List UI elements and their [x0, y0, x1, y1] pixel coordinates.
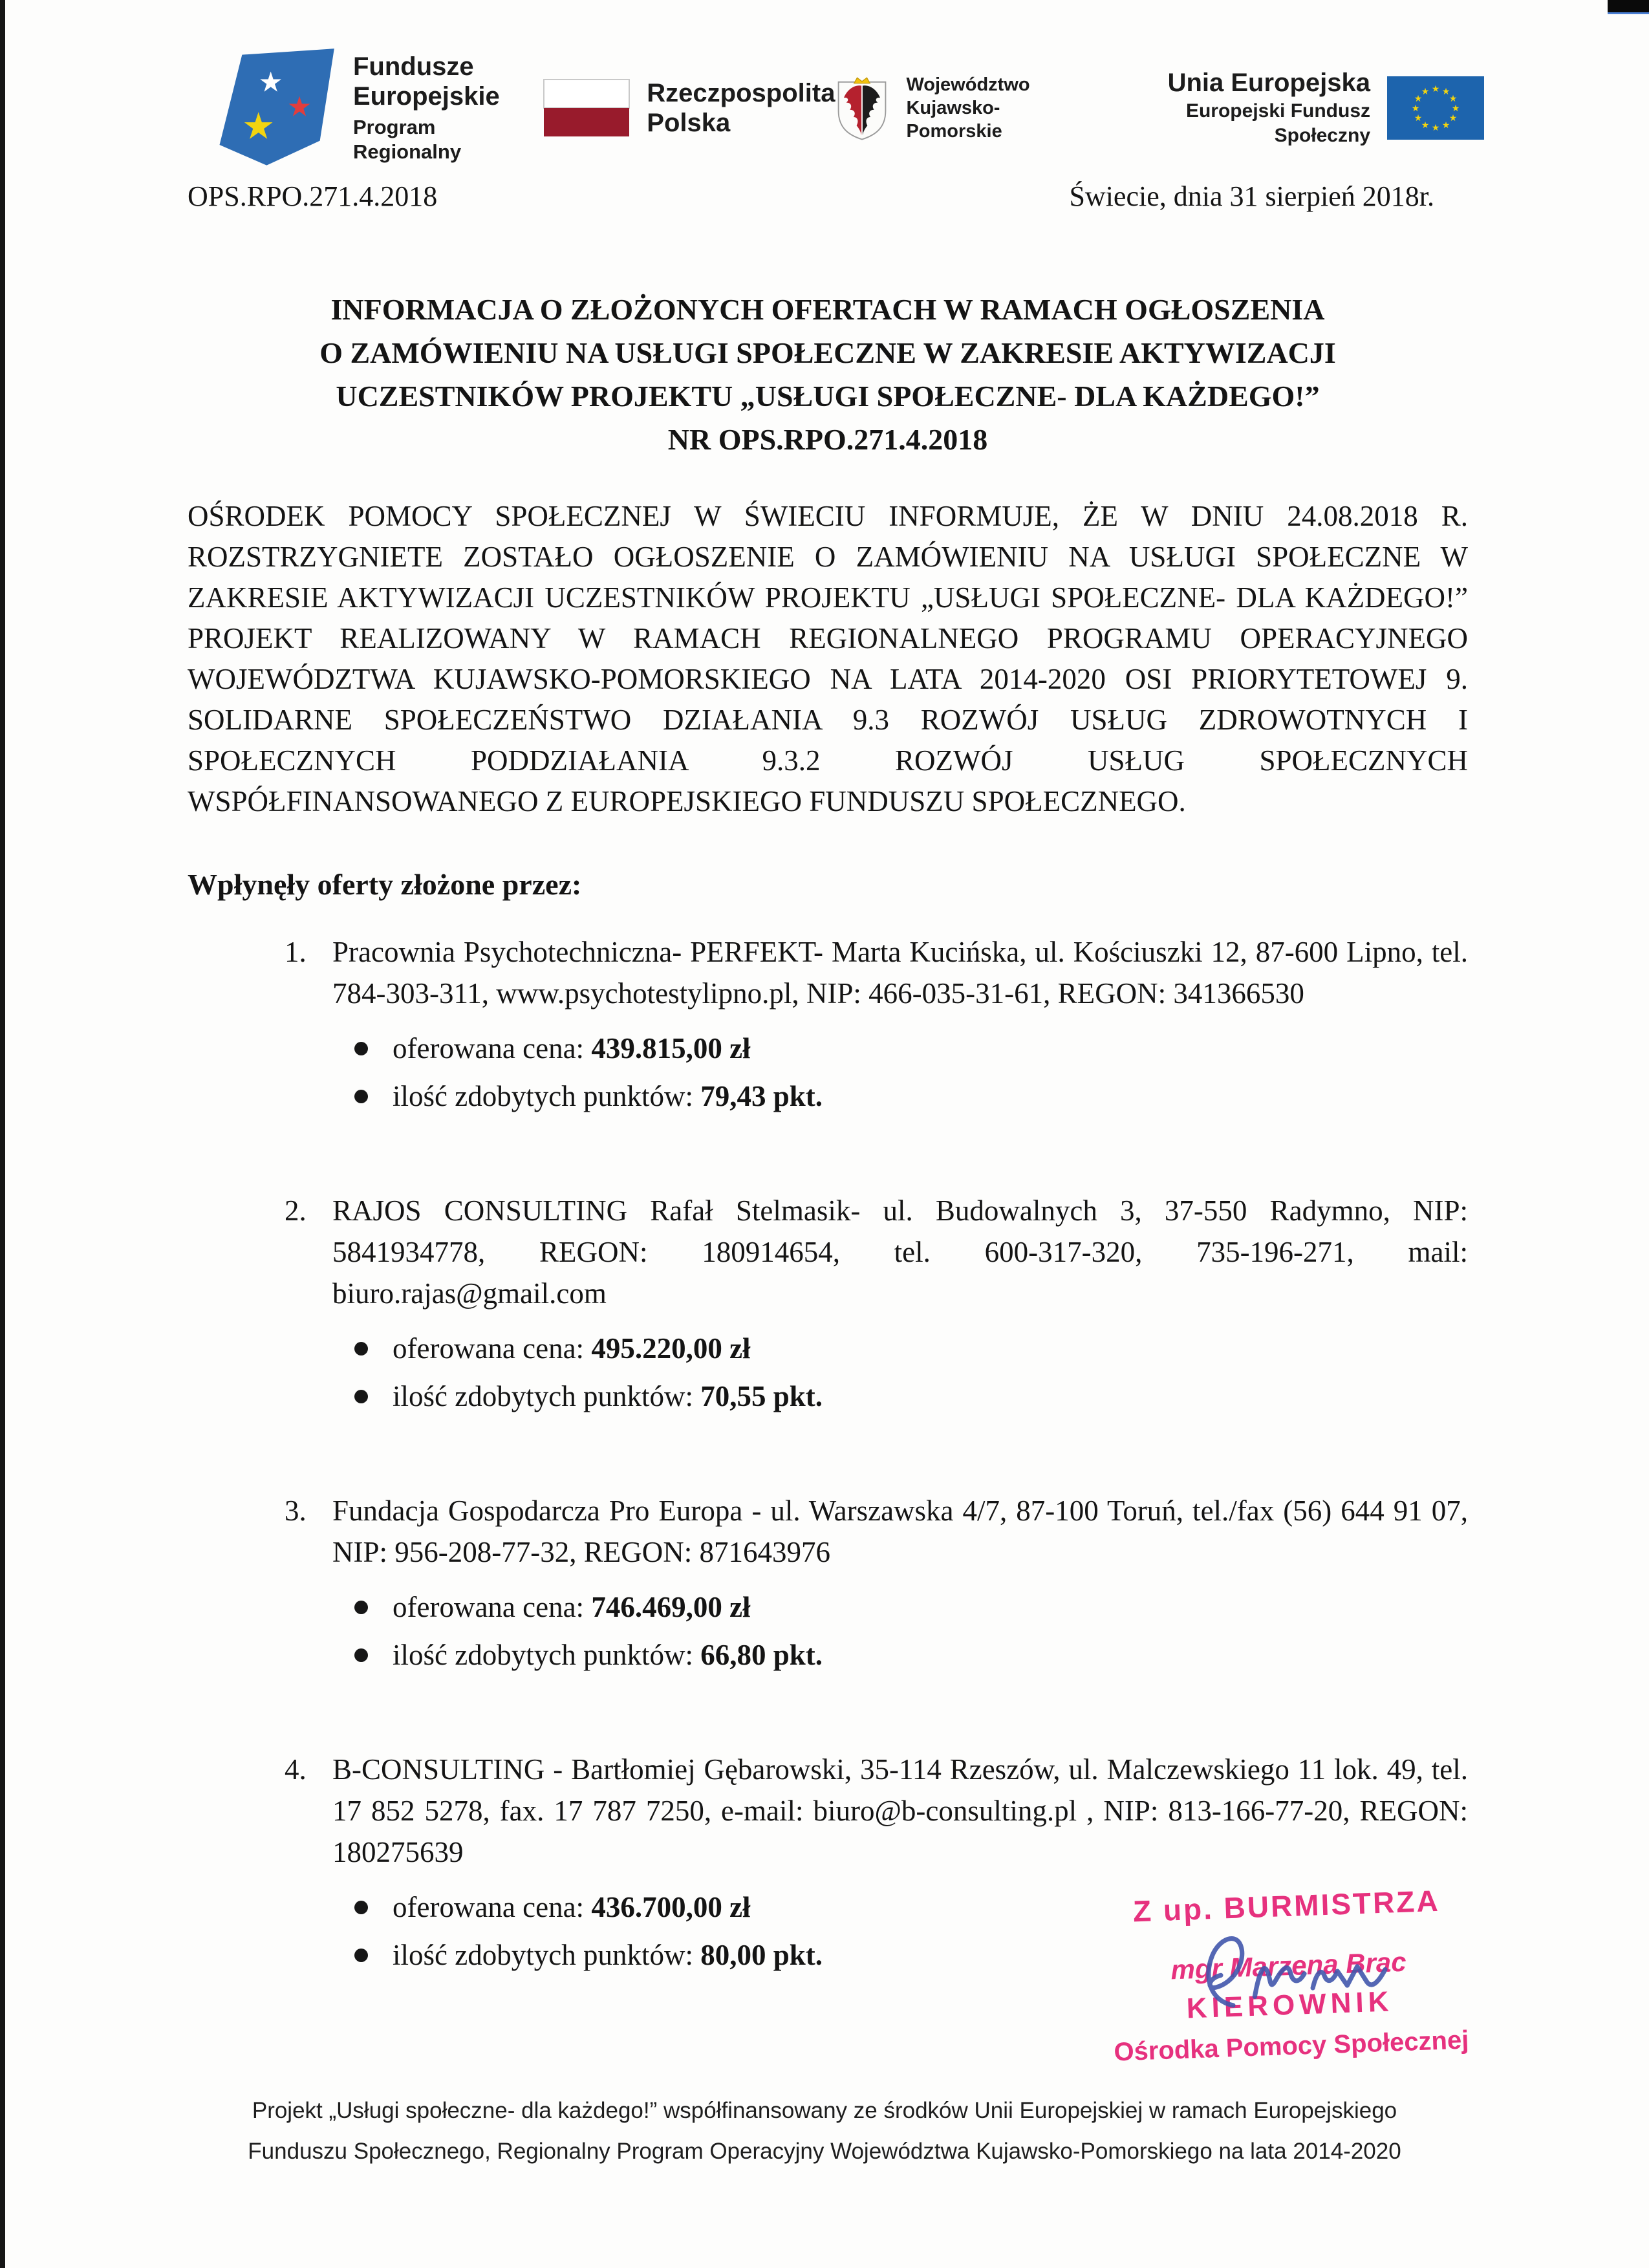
bullet-dot-icon [354, 1648, 368, 1662]
svg-text:★: ★ [1441, 87, 1450, 97]
stamp-organization: Ośrodka Pomocy Społecznej [1113, 2025, 1469, 2067]
svg-text:★: ★ [1421, 87, 1430, 97]
points-value: 66,80 pkt. [700, 1639, 823, 1671]
svg-text:★: ★ [1449, 94, 1458, 104]
points-label: ilość zdobytych punktów: [393, 1939, 693, 1971]
bullet-dot-icon [354, 1042, 368, 1055]
offer-points-bullet [354, 1377, 1468, 1415]
bullet-dot-icon [354, 1342, 368, 1355]
bullet-dot-icon [354, 1949, 368, 1962]
price-value: 439.815,00 zł [591, 1032, 751, 1064]
offer-number: 2. [285, 1194, 307, 1227]
svg-text:★: ★ [1449, 113, 1458, 124]
poland-logo [543, 78, 835, 138]
eu-title: Unia Europejska [1167, 69, 1370, 97]
price-label: oferowana cena: [393, 1891, 585, 1923]
eu-funds-flag-icon [213, 47, 336, 169]
svg-text:★: ★ [1414, 94, 1423, 104]
handwritten-signature-icon [1167, 1905, 1436, 2031]
scan-artifact-left-edge [0, 0, 5, 2268]
offer-points-bullet [354, 1636, 1468, 1674]
title-line-3: UCZESTNIKÓW PROJEKTU „USŁUGI SPOŁECZNE- DLA KAŻDEGO!” [336, 380, 1320, 413]
reference-number: OPS.RPO.271.4.2018 [188, 180, 438, 212]
offer-points-bullet [354, 1077, 1468, 1115]
price-label: oferowana cena: [393, 1591, 585, 1623]
price-label: oferowana cena: [393, 1332, 585, 1365]
eu-funds-title-line2: Europejskie [353, 82, 500, 111]
reference-row [188, 180, 1468, 213]
document-title [188, 288, 1468, 461]
offer-item-2 [285, 1190, 1468, 1415]
voivodeship-title-line1: Województwo [906, 74, 1030, 95]
svg-text:★: ★ [1414, 113, 1423, 124]
eu-subtitle: Europejski Fundusz Społeczny [1185, 100, 1370, 146]
title-line-2: O ZAMÓWIENIU NA USŁUGI SPOŁECZNE W ZAKRESIE AKTYWIZACJI [319, 336, 1336, 369]
price-value: 436.700,00 zł [591, 1891, 751, 1923]
poland-title-line2: Polska [647, 109, 731, 137]
eu-logo [1092, 68, 1484, 148]
bullet-dot-icon [354, 1601, 368, 1614]
svg-text:★: ★ [1411, 103, 1420, 114]
points-label: ilość zdobytych punktów: [393, 1639, 693, 1671]
voivodeship-logo [835, 73, 1091, 143]
eu-flag-icon [1387, 76, 1484, 140]
offer-number: 1. [285, 936, 307, 968]
eu-funds-title-line1: Fundusze [353, 52, 474, 81]
offer-number: 4. [285, 1753, 307, 1786]
poland-title-line1: Rzeczpospolita [647, 79, 835, 107]
title-line-1: INFORMACJA O ZŁOŻONYCH OFERTACH W RAMACH OGŁOSZENIA [330, 293, 1325, 326]
points-label: ilość zdobytych punktów: [393, 1380, 693, 1412]
svg-text:★: ★ [242, 105, 275, 148]
svg-text:★: ★ [1431, 84, 1440, 94]
offer-price-bullet [354, 1330, 1468, 1367]
points-value: 79,43 pkt. [700, 1080, 823, 1112]
stamp-authority-line: Z up. BURMISTRZA [1132, 1883, 1441, 1928]
header-logos [213, 40, 1484, 176]
document-body [188, 180, 1468, 2049]
svg-text:★: ★ [1421, 120, 1430, 131]
svg-text:★: ★ [258, 66, 283, 99]
announcement-paragraph: OŚRODEK POMOCY SPOŁECZNEJ W ŚWIECIU INFORMUJE, ŻE W DNIU 24.08.2018 R. ROZSTRZYGNIETE ZOSTAŁO OGŁOSZENIE O ZAMÓWIENIU NA USŁUGI SPOŁECZNE W ZAKRESIE AKTYWIZACJI UCZESTNIKÓW PROJEKTU „USŁUGI SPOŁECZNE- DLA KAŻDEGO!” PROJEKT REALIZOWANY W RAMACH REGIONALNEGO PROGRAMU OPERACYJNEGO WOJEWÓDZTWA KUJAWSKO-POMORSKIEGO NA LATA 2014-2020 OSI PRIORYTETOWEJ 9. SOLIDARNE SPOŁECZEŃSTWO DZIAŁANIA 9.3 ROZWÓJ USŁUG ZDROWOTNYCH I SPOŁECZNYCH PODDZIAŁANIA 9.3.2 ROZWÓJ USŁUG SPOŁECZNYCH WSPÓŁFINANSOWANEGO Z EUROPEJSKIEGO FUNDUSZU SPOŁECZNEGO. [188, 500, 1468, 817]
place-and-date: Świecie, dnia 31 sierpień 2018r. [1069, 180, 1434, 212]
svg-text:★: ★ [1431, 123, 1440, 133]
points-value: 70,55 pkt. [700, 1380, 823, 1412]
bullet-dot-icon [354, 1901, 368, 1914]
svg-text:★: ★ [1441, 120, 1450, 131]
poland-flag-icon [543, 79, 630, 137]
offer-description: Pracownia Psychotechniczna- PERFEKT- Marta Kucińska, ul. Kościuszki 12, 87-600 Lipno, tel. 784-303-311, www.psychotestylipno.pl, NIP: 466-035-31-61, REGON: 341366530 [332, 936, 1468, 1010]
voivodeship-title-line2: Kujawsko-Pomorskie [906, 98, 1002, 142]
price-value: 495.220,00 zł [591, 1332, 751, 1365]
offer-description: Fundacja Gospodarcza Pro Europa - ul. Warszawska 4/7, 87-100 Toruń, tel./fax (56) 644 91 07, NIP: 956-208-77-32, REGON: 871643976 [332, 1495, 1468, 1568]
price-value: 746.469,00 zł [591, 1591, 751, 1623]
points-value: 80,00 pkt. [700, 1939, 823, 1971]
offer-item-1 [285, 931, 1468, 1115]
points-label: ilość zdobytych punktów: [393, 1080, 693, 1112]
stamp-signer-title: KIEROWNIK [1186, 1985, 1394, 2025]
kujawsko-pomorskie-coat-of-arms-icon [835, 74, 889, 142]
scan-artifact-top-right [1608, 0, 1649, 14]
offer-price-bullet [354, 1588, 1468, 1626]
offers-heading: Wpłynęły oferty złożone przez: [188, 868, 582, 901]
offer-price-bullet [354, 1030, 1468, 1067]
offer-description: RAJOS CONSULTING Rafał Stelmasik- ul. Budowalnych 3, 37-550 Radymno, NIP: 5841934778, REGON: 180914654, tel. 600-317-320, 735-196-271, mail: biuro.rajas@gmail.com [332, 1194, 1468, 1310]
bullet-dot-icon [354, 1390, 368, 1403]
offer-item-3 [285, 1490, 1468, 1674]
stamp-signer-name: mgr Marzena Brac [1170, 1946, 1407, 1985]
svg-text:★: ★ [1451, 103, 1460, 114]
project-footer [0, 2090, 1649, 2172]
eu-funds-logo [213, 47, 543, 169]
bullet-dot-icon [354, 1090, 368, 1103]
eu-funds-subtitle: Program Regionalny [353, 116, 462, 163]
offers-list [188, 931, 1468, 1974]
offer-number: 3. [285, 1495, 307, 1527]
approval-stamp [1076, 1881, 1502, 2069]
offer-description: B-CONSULTING - Bartłomiej Gębarowski, 35-114 Rzeszów, ul. Malczewskiego 11 lok. 49, tel. 17 852 5278, fax. 17 787 7250, e-mail: biuro@b-consulting.pl , NIP: 813-166-77-20, REGON: 180275639 [332, 1753, 1468, 1868]
price-label: oferowana cena: [393, 1032, 585, 1064]
svg-text:★: ★ [286, 91, 312, 124]
footer-line-2: Funduszu Społecznego, Regionalny Program Operacyjny Województwa Kujawsko-Pomorskiego na lata 2014-2020 [248, 2139, 1401, 2164]
title-line-4: NR OPS.RPO.271.4.2018 [667, 423, 988, 456]
footer-line-1: Projekt „Usługi społeczne- dla każdego!” współfinansowany ze środków Unii Europejskiej w ramach Europejskiego [252, 2098, 1397, 2123]
